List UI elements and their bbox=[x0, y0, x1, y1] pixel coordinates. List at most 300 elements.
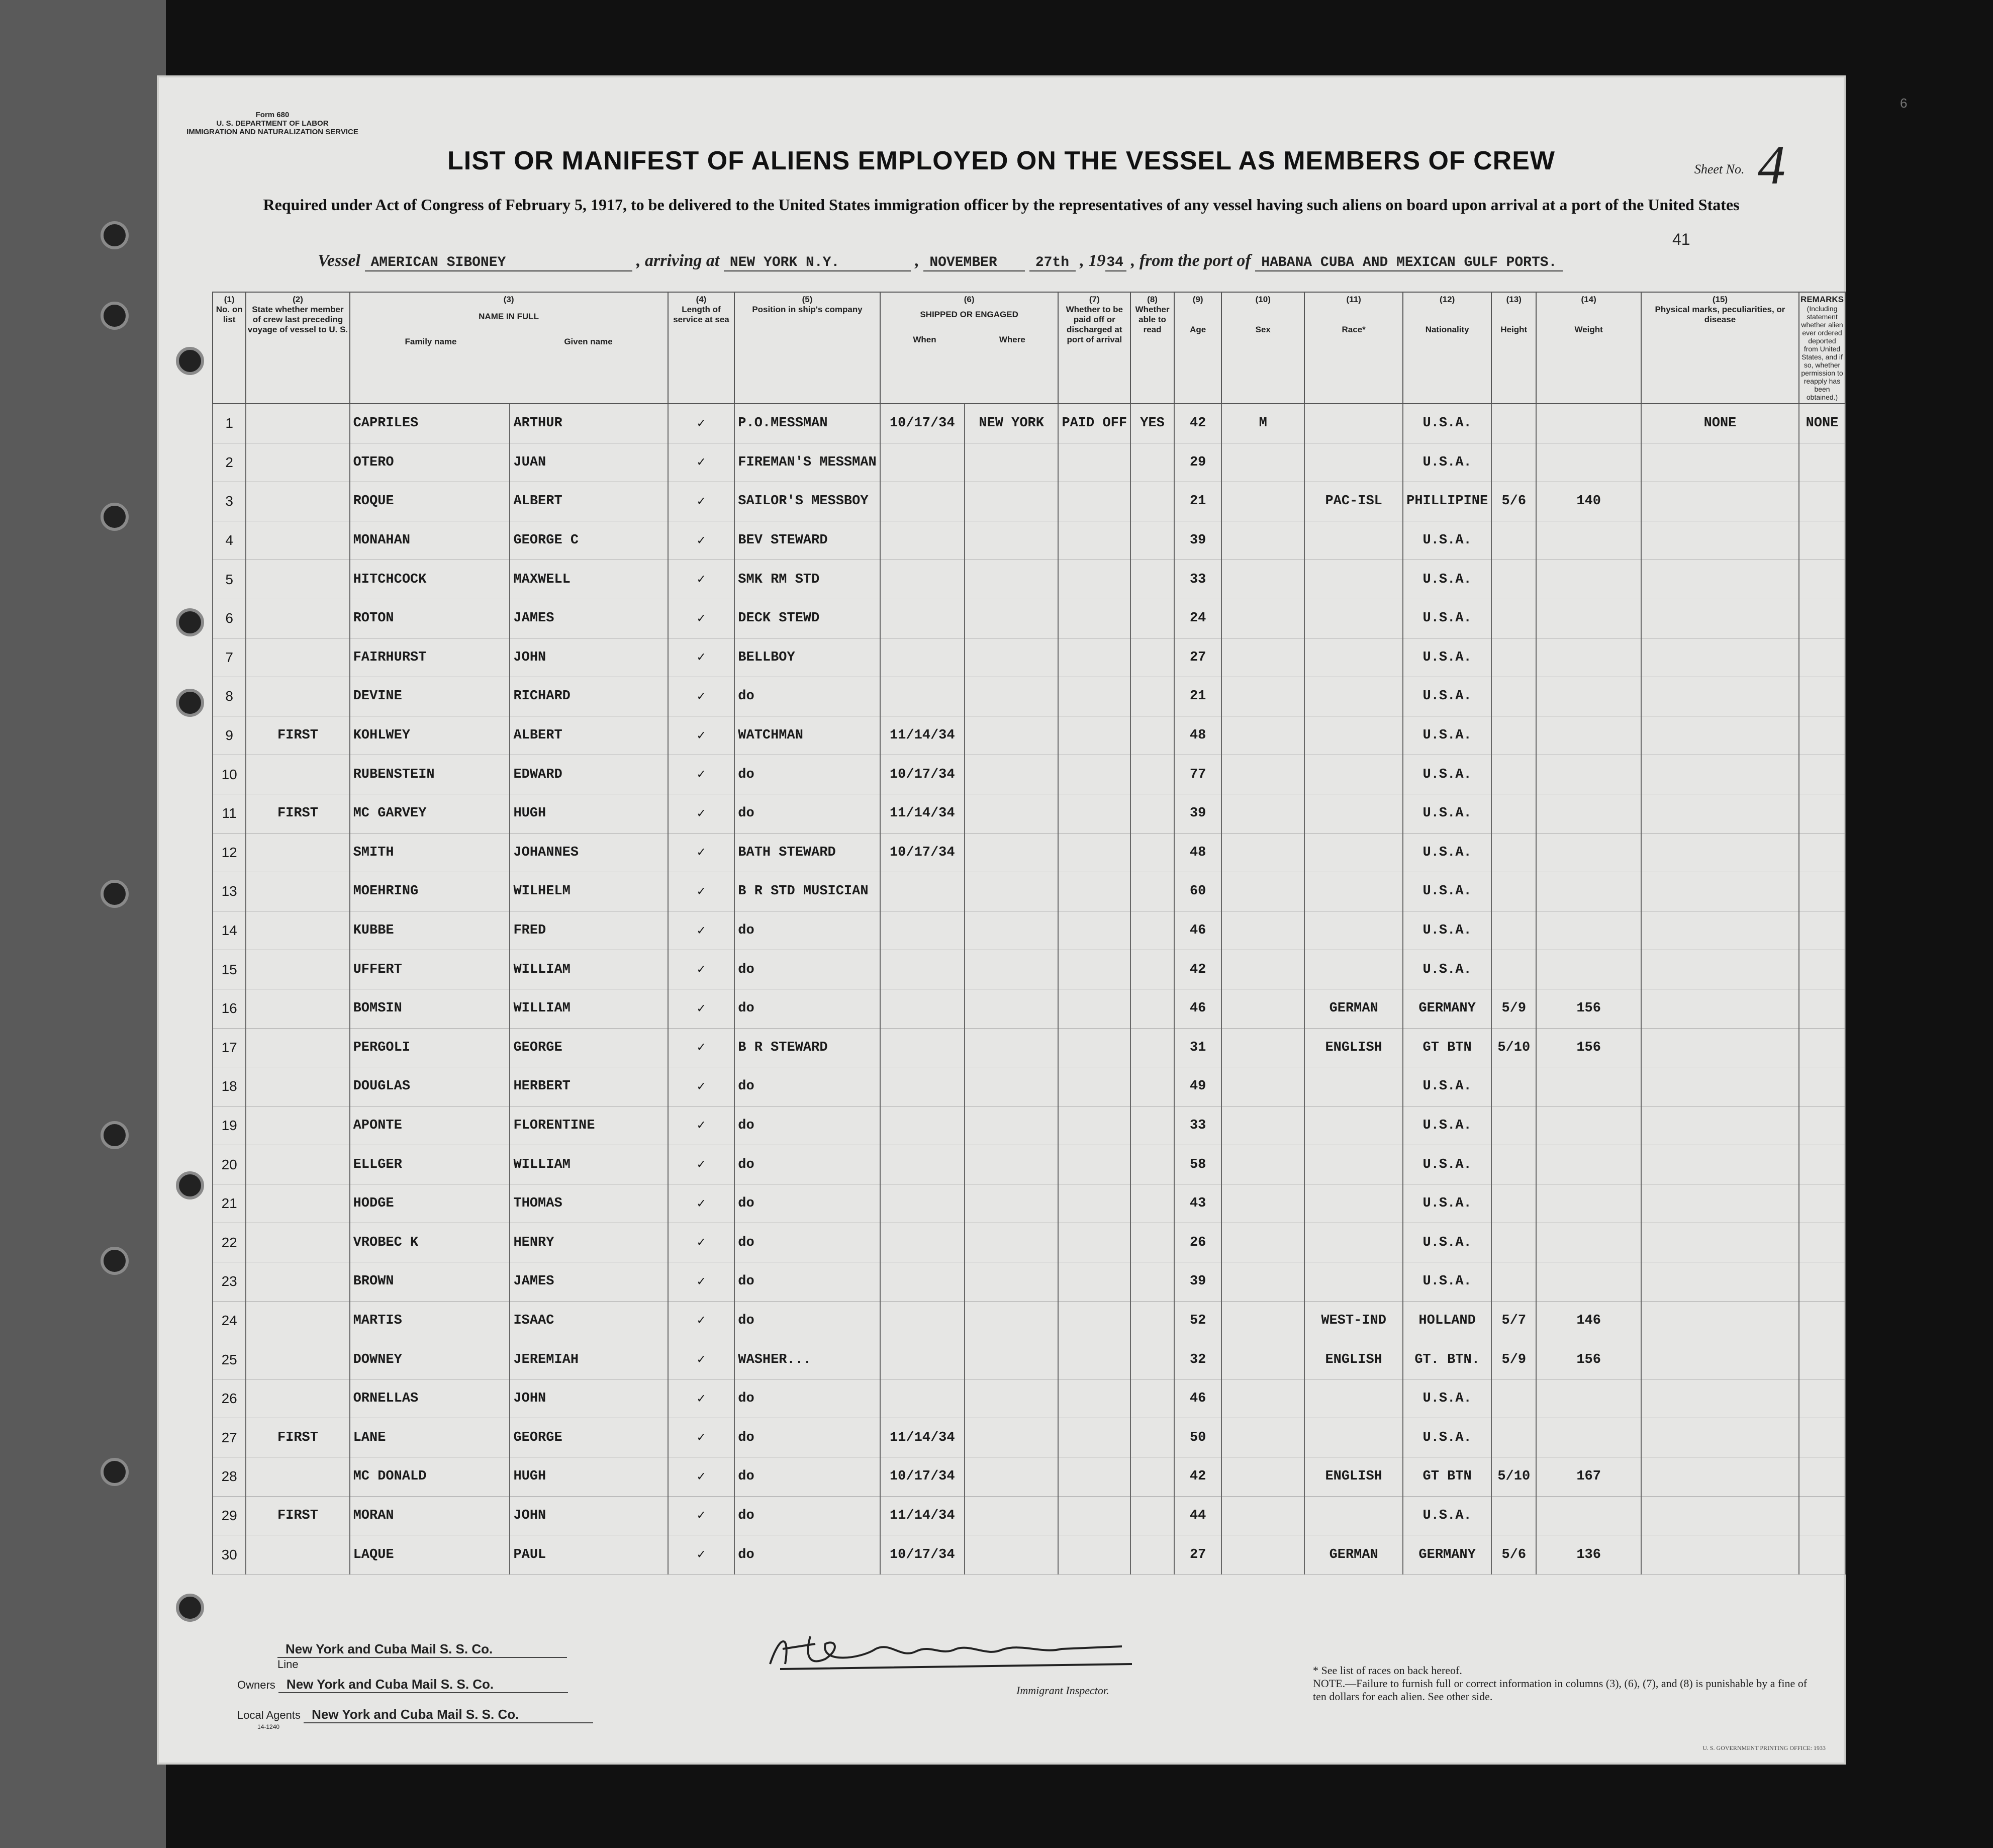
cell-able-to-read bbox=[1130, 872, 1174, 911]
table-row bbox=[213, 638, 1845, 677]
cell-nationality: U.S.A. bbox=[1403, 638, 1491, 677]
cell-height: 5/10 bbox=[1491, 1028, 1536, 1067]
cell-shipped-when bbox=[880, 989, 965, 1028]
cell-shipped-when bbox=[880, 1106, 965, 1145]
cell-sex bbox=[1221, 677, 1304, 716]
binder-hole bbox=[101, 880, 129, 908]
cell-remarks bbox=[1799, 1262, 1845, 1302]
cell-remarks bbox=[1799, 1301, 1845, 1340]
cell-row-number: 14 bbox=[213, 911, 246, 950]
table-row bbox=[213, 1028, 1845, 1067]
cell-shipped-where bbox=[965, 794, 1059, 833]
binder-hole bbox=[101, 221, 129, 249]
cell-service-mark: ✓ bbox=[668, 872, 735, 911]
cell-able-to-read bbox=[1130, 1106, 1174, 1145]
cell-given-name: JOHN bbox=[510, 638, 668, 677]
cell-last-voyage bbox=[246, 677, 349, 716]
cell-nationality: U.S.A. bbox=[1403, 443, 1491, 482]
cell-shipped-where bbox=[965, 1106, 1059, 1145]
cell-age: 33 bbox=[1174, 560, 1221, 599]
cell-family-name: DOUGLAS bbox=[350, 1067, 510, 1106]
cell-shipped-where bbox=[965, 443, 1059, 482]
cell-race bbox=[1304, 950, 1403, 989]
cell-sex bbox=[1221, 599, 1304, 638]
cell-sex bbox=[1221, 1262, 1304, 1302]
cell-nationality: GERMANY bbox=[1403, 989, 1491, 1028]
cell-position: do bbox=[734, 1379, 880, 1418]
form-identifier bbox=[177, 111, 368, 136]
cell-given-name: GEORGE bbox=[510, 1028, 668, 1067]
page-reference: 41 bbox=[1672, 230, 1690, 248]
cell-race bbox=[1304, 1262, 1403, 1302]
cell-physical-marks bbox=[1641, 482, 1799, 521]
cell-remarks bbox=[1799, 1340, 1845, 1379]
cell-given-name: JOHANNES bbox=[510, 833, 668, 872]
cell-service-mark: ✓ bbox=[668, 443, 735, 482]
cell-remarks bbox=[1799, 677, 1845, 716]
cell-remarks bbox=[1799, 1184, 1845, 1223]
cell-paid-off bbox=[1058, 1418, 1130, 1457]
cell-given-name: WILLIAM bbox=[510, 950, 668, 989]
binder-strip bbox=[0, 0, 166, 1848]
cell-shipped-where bbox=[965, 1496, 1059, 1535]
cell-given-name: HERBERT bbox=[510, 1067, 668, 1106]
cell-given-name: GEORGE bbox=[510, 1418, 668, 1457]
cell-shipped-where bbox=[965, 716, 1059, 755]
cell-age: 50 bbox=[1174, 1418, 1221, 1457]
cell-given-name: ISAAC bbox=[510, 1301, 668, 1340]
cell-physical-marks bbox=[1641, 677, 1799, 716]
cell-nationality: U.S.A. bbox=[1403, 1106, 1491, 1145]
cell-height: 5/6 bbox=[1491, 482, 1536, 521]
cell-given-name: JUAN bbox=[510, 443, 668, 482]
cell-service-mark: ✓ bbox=[668, 1418, 735, 1457]
cell-height bbox=[1491, 599, 1536, 638]
cell-family-name: HODGE bbox=[350, 1184, 510, 1223]
cell-shipped-when bbox=[880, 1340, 965, 1379]
cell-remarks bbox=[1799, 1067, 1845, 1106]
cell-shipped-where bbox=[965, 911, 1059, 950]
cell-remarks bbox=[1799, 950, 1845, 989]
cell-position: do bbox=[734, 950, 880, 989]
col-race-header: (11) Race* bbox=[1304, 292, 1403, 404]
cell-able-to-read bbox=[1130, 1301, 1174, 1340]
cell-nationality: GERMANY bbox=[1403, 1535, 1491, 1575]
cell-paid-off bbox=[1058, 1145, 1130, 1184]
cell-family-name: BROWN bbox=[350, 1262, 510, 1302]
cell-age: 46 bbox=[1174, 911, 1221, 950]
cell-able-to-read bbox=[1130, 1223, 1174, 1262]
col-name-header: (3) NAME IN FULL Family name Given name bbox=[350, 292, 668, 404]
table-row bbox=[213, 1106, 1845, 1145]
cell-shipped-where bbox=[965, 833, 1059, 872]
cell-nationality: U.S.A. bbox=[1403, 404, 1491, 443]
cell-weight bbox=[1536, 404, 1641, 443]
cell-family-name: SMITH bbox=[350, 833, 510, 872]
cell-height bbox=[1491, 1418, 1536, 1457]
cell-row-number: 12 bbox=[213, 833, 246, 872]
cell-height bbox=[1491, 716, 1536, 755]
cell-paid-off bbox=[1058, 989, 1130, 1028]
cell-age: 27 bbox=[1174, 638, 1221, 677]
cell-row-number: 23 bbox=[213, 1262, 246, 1302]
cell-physical-marks bbox=[1641, 1223, 1799, 1262]
cell-given-name: FRED bbox=[510, 911, 668, 950]
cell-age: 33 bbox=[1174, 1106, 1221, 1145]
cell-shipped-when: 11/14/34 bbox=[880, 794, 965, 833]
cell-age: 43 bbox=[1174, 1184, 1221, 1223]
cell-remarks bbox=[1799, 1535, 1845, 1575]
col-service-header: (4) Length of service at sea bbox=[668, 292, 735, 404]
cell-age: 44 bbox=[1174, 1496, 1221, 1535]
cell-last-voyage bbox=[246, 1379, 349, 1418]
line-value: New York and Cuba Mail S. S. Co. bbox=[277, 1641, 567, 1658]
cell-height: 5/9 bbox=[1491, 989, 1536, 1028]
col-position-header: (5) Position in ship's company bbox=[734, 292, 880, 404]
arrival-port: NEW YORK N.Y. bbox=[724, 255, 911, 271]
cell-last-voyage bbox=[246, 989, 349, 1028]
vessel-label: Vessel bbox=[318, 251, 360, 270]
cell-weight: 146 bbox=[1536, 1301, 1641, 1340]
cell-shipped-where bbox=[965, 1301, 1059, 1340]
cell-family-name: KOHLWEY bbox=[350, 716, 510, 755]
cell-able-to-read bbox=[1130, 521, 1174, 560]
footer-agents bbox=[237, 1707, 593, 1730]
table-row bbox=[213, 1418, 1845, 1457]
cell-remarks bbox=[1799, 638, 1845, 677]
cell-given-name: ARTHUR bbox=[510, 404, 668, 443]
cell-remarks bbox=[1799, 443, 1845, 482]
cell-shipped-when bbox=[880, 521, 965, 560]
table-row bbox=[213, 443, 1845, 482]
col-nationality-header: (12) Nationality bbox=[1403, 292, 1491, 404]
cell-physical-marks bbox=[1641, 1340, 1799, 1379]
binder-hole bbox=[101, 1121, 129, 1149]
cell-race bbox=[1304, 1496, 1403, 1535]
cell-paid-off bbox=[1058, 716, 1130, 755]
cell-last-voyage bbox=[246, 1457, 349, 1497]
cell-service-mark: ✓ bbox=[668, 716, 735, 755]
cell-race bbox=[1304, 1379, 1403, 1418]
col-shipped-header: (6) SHIPPED OR ENGAGED When Where bbox=[880, 292, 1059, 404]
binder-hole bbox=[101, 302, 129, 330]
cell-shipped-when bbox=[880, 638, 965, 677]
cell-sex bbox=[1221, 521, 1304, 560]
cell-service-mark: ✓ bbox=[668, 404, 735, 443]
cell-row-number: 3 bbox=[213, 482, 246, 521]
arrival-year: 34 bbox=[1105, 255, 1126, 271]
cell-paid-off bbox=[1058, 1340, 1130, 1379]
cell-physical-marks bbox=[1641, 1496, 1799, 1535]
cell-sex bbox=[1221, 560, 1304, 599]
cell-family-name: APONTE bbox=[350, 1106, 510, 1145]
crew-table bbox=[212, 292, 1846, 1575]
cell-height bbox=[1491, 521, 1536, 560]
cell-weight bbox=[1536, 599, 1641, 638]
cell-shipped-when bbox=[880, 1223, 965, 1262]
cell-service-mark: ✓ bbox=[668, 521, 735, 560]
cell-last-voyage: FIRST bbox=[246, 1496, 349, 1535]
cell-sex bbox=[1221, 794, 1304, 833]
table-row bbox=[213, 404, 1845, 443]
col-no-header: (1) No. on list bbox=[213, 292, 246, 404]
cell-position: do bbox=[734, 911, 880, 950]
cell-row-number: 25 bbox=[213, 1340, 246, 1379]
cell-weight bbox=[1536, 1184, 1641, 1223]
table-row bbox=[213, 950, 1845, 989]
cell-remarks bbox=[1799, 1457, 1845, 1497]
table-row bbox=[213, 989, 1845, 1028]
cell-physical-marks bbox=[1641, 716, 1799, 755]
cell-row-number: 24 bbox=[213, 1301, 246, 1340]
cell-service-mark: ✓ bbox=[668, 482, 735, 521]
table-row bbox=[213, 1340, 1845, 1379]
cell-last-voyage: FIRST bbox=[246, 794, 349, 833]
cell-service-mark: ✓ bbox=[668, 794, 735, 833]
cell-shipped-when bbox=[880, 1067, 965, 1106]
cell-shipped-where bbox=[965, 872, 1059, 911]
cell-family-name: UFFERT bbox=[350, 950, 510, 989]
cell-shipped-when bbox=[880, 1184, 965, 1223]
cell-position: FIREMAN'S MESSMAN bbox=[734, 443, 880, 482]
cell-physical-marks: NONE bbox=[1641, 404, 1799, 443]
cell-nationality: U.S.A. bbox=[1403, 794, 1491, 833]
cell-sex bbox=[1221, 1184, 1304, 1223]
table-row bbox=[213, 1301, 1845, 1340]
cell-sex bbox=[1221, 1067, 1304, 1106]
cell-weight: 140 bbox=[1536, 482, 1641, 521]
cell-remarks bbox=[1799, 794, 1845, 833]
cell-last-voyage bbox=[246, 755, 349, 794]
table-row bbox=[213, 872, 1845, 911]
cell-last-voyage bbox=[246, 404, 349, 443]
cell-remarks bbox=[1799, 1379, 1845, 1418]
year-prefix: , 19 bbox=[1080, 251, 1106, 270]
cell-family-name: RUBENSTEIN bbox=[350, 755, 510, 794]
cell-shipped-when: 10/17/34 bbox=[880, 1535, 965, 1575]
cell-weight bbox=[1536, 1106, 1641, 1145]
cell-sex bbox=[1221, 1223, 1304, 1262]
cell-paid-off bbox=[1058, 1262, 1130, 1302]
cell-weight: 156 bbox=[1536, 989, 1641, 1028]
footer-code: 14-1240 bbox=[257, 1723, 280, 1730]
cell-sex bbox=[1221, 1496, 1304, 1535]
printer-imprint: U. S. GOVERNMENT PRINTING OFFICE: 1933 bbox=[1702, 1744, 1826, 1751]
cell-shipped-where bbox=[965, 482, 1059, 521]
cell-family-name: KUBBE bbox=[350, 911, 510, 950]
cell-nationality: U.S.A. bbox=[1403, 1262, 1491, 1302]
cell-family-name: MONAHAN bbox=[350, 521, 510, 560]
cell-remarks bbox=[1799, 755, 1845, 794]
cell-nationality: U.S.A. bbox=[1403, 716, 1491, 755]
cell-physical-marks bbox=[1641, 1379, 1799, 1418]
cell-service-mark: ✓ bbox=[668, 950, 735, 989]
cell-family-name: MOEHRING bbox=[350, 872, 510, 911]
cell-service-mark: ✓ bbox=[668, 1028, 735, 1067]
arrival-month: NOVEMBER bbox=[923, 255, 1025, 271]
cell-able-to-read bbox=[1130, 1340, 1174, 1379]
cell-sex bbox=[1221, 911, 1304, 950]
cell-race: GERMAN bbox=[1304, 989, 1403, 1028]
cell-physical-marks bbox=[1641, 521, 1799, 560]
arriving-label: , arriving at bbox=[636, 251, 720, 270]
cell-shipped-where bbox=[965, 521, 1059, 560]
cell-weight bbox=[1536, 794, 1641, 833]
cell-race bbox=[1304, 833, 1403, 872]
cell-age: 77 bbox=[1174, 755, 1221, 794]
cell-race bbox=[1304, 716, 1403, 755]
cell-family-name: ORNELLAS bbox=[350, 1379, 510, 1418]
table-row bbox=[213, 1145, 1845, 1184]
cell-physical-marks bbox=[1641, 599, 1799, 638]
cell-service-mark: ✓ bbox=[668, 1145, 735, 1184]
races-note: * See list of races on back hereof. bbox=[1313, 1664, 1462, 1677]
cell-position: do bbox=[734, 755, 880, 794]
cell-service-mark: ✓ bbox=[668, 1379, 735, 1418]
cell-physical-marks bbox=[1641, 755, 1799, 794]
cell-age: 39 bbox=[1174, 1262, 1221, 1302]
cell-family-name: MARTIS bbox=[350, 1301, 510, 1340]
table-row bbox=[213, 482, 1845, 521]
cell-sex bbox=[1221, 872, 1304, 911]
cell-weight bbox=[1536, 1418, 1641, 1457]
cell-position: BEV STEWARD bbox=[734, 521, 880, 560]
cell-able-to-read bbox=[1130, 1145, 1174, 1184]
cell-service-mark: ✓ bbox=[668, 560, 735, 599]
table-row bbox=[213, 1457, 1845, 1497]
cell-race bbox=[1304, 911, 1403, 950]
cell-race bbox=[1304, 872, 1403, 911]
cell-paid-off bbox=[1058, 521, 1130, 560]
manifest-sheet bbox=[157, 75, 1846, 1765]
cell-given-name: JOHN bbox=[510, 1379, 668, 1418]
cell-physical-marks bbox=[1641, 1418, 1799, 1457]
cell-height bbox=[1491, 1184, 1536, 1223]
footer-line bbox=[277, 1641, 567, 1671]
cell-physical-marks bbox=[1641, 638, 1799, 677]
cell-weight: 156 bbox=[1536, 1028, 1641, 1067]
cell-shipped-where bbox=[965, 755, 1059, 794]
cell-position: B R STD MUSICIAN bbox=[734, 872, 880, 911]
cell-given-name: THOMAS bbox=[510, 1184, 668, 1223]
cell-height bbox=[1491, 404, 1536, 443]
cell-given-name: FLORENTINE bbox=[510, 1106, 668, 1145]
cell-given-name: HUGH bbox=[510, 1457, 668, 1497]
cell-age: 46 bbox=[1174, 1379, 1221, 1418]
cell-row-number: 21 bbox=[213, 1184, 246, 1223]
cell-row-number: 15 bbox=[213, 950, 246, 989]
cell-service-mark: ✓ bbox=[668, 1184, 735, 1223]
cell-family-name: ELLGER bbox=[350, 1145, 510, 1184]
cell-remarks bbox=[1799, 1496, 1845, 1535]
cell-family-name: LAQUE bbox=[350, 1535, 510, 1575]
cell-family-name: PERGOLI bbox=[350, 1028, 510, 1067]
cell-able-to-read bbox=[1130, 1184, 1174, 1223]
crew-rows bbox=[213, 404, 1845, 1574]
cell-weight: 156 bbox=[1536, 1340, 1641, 1379]
table-row bbox=[213, 794, 1845, 833]
cell-paid-off bbox=[1058, 950, 1130, 989]
cell-weight: 167 bbox=[1536, 1457, 1641, 1497]
cell-row-number: 30 bbox=[213, 1535, 246, 1575]
cell-race: ENGLISH bbox=[1304, 1340, 1403, 1379]
cell-shipped-when bbox=[880, 1262, 965, 1302]
cell-sex bbox=[1221, 1028, 1304, 1067]
cell-position: do bbox=[734, 1262, 880, 1302]
cell-row-number: 26 bbox=[213, 1379, 246, 1418]
footer-owners bbox=[237, 1677, 568, 1693]
cell-row-number: 19 bbox=[213, 1106, 246, 1145]
cell-shipped-when: 11/14/34 bbox=[880, 1496, 965, 1535]
cell-remarks bbox=[1799, 989, 1845, 1028]
cell-able-to-read bbox=[1130, 989, 1174, 1028]
cell-sex bbox=[1221, 1106, 1304, 1145]
cell-row-number: 7 bbox=[213, 638, 246, 677]
cell-sex bbox=[1221, 638, 1304, 677]
cell-family-name: MORAN bbox=[350, 1496, 510, 1535]
service-name: IMMIGRATION AND NATURALIZATION SERVICE bbox=[186, 128, 358, 136]
cell-nationality: U.S.A. bbox=[1403, 872, 1491, 911]
cell-family-name: DEVINE bbox=[350, 677, 510, 716]
cell-row-number: 2 bbox=[213, 443, 246, 482]
cell-last-voyage bbox=[246, 1145, 349, 1184]
table-row bbox=[213, 1223, 1845, 1262]
cell-remarks bbox=[1799, 1106, 1845, 1145]
cell-age: 32 bbox=[1174, 1340, 1221, 1379]
cell-given-name: ALBERT bbox=[510, 482, 668, 521]
cell-shipped-where bbox=[965, 1067, 1059, 1106]
cell-given-name: HUGH bbox=[510, 794, 668, 833]
col-weight-header: (14) Weight bbox=[1536, 292, 1641, 404]
cell-shipped-where bbox=[965, 1379, 1059, 1418]
form-number: Form 680 bbox=[255, 111, 290, 119]
cell-service-mark: ✓ bbox=[668, 1496, 735, 1535]
cell-paid-off bbox=[1058, 872, 1130, 911]
cell-shipped-where bbox=[965, 989, 1059, 1028]
cell-service-mark: ✓ bbox=[668, 1223, 735, 1262]
cell-nationality: GT BTN bbox=[1403, 1457, 1491, 1497]
cell-nationality: U.S.A. bbox=[1403, 755, 1491, 794]
cell-weight bbox=[1536, 560, 1641, 599]
cell-shipped-where bbox=[965, 638, 1059, 677]
cell-position: DECK STEWD bbox=[734, 599, 880, 638]
vessel-name: AMERICAN SIBONEY bbox=[365, 255, 632, 271]
cell-service-mark: ✓ bbox=[668, 755, 735, 794]
cell-age: 29 bbox=[1174, 443, 1221, 482]
cell-age: 42 bbox=[1174, 950, 1221, 989]
cell-nationality: U.S.A. bbox=[1403, 1418, 1491, 1457]
cell-given-name: JAMES bbox=[510, 599, 668, 638]
cell-shipped-where bbox=[965, 1340, 1059, 1379]
cell-given-name: JEREMIAH bbox=[510, 1340, 668, 1379]
col-paid-off-header: (7) Whether to be paid off or discharged at port of arrival bbox=[1058, 292, 1130, 404]
cell-race bbox=[1304, 599, 1403, 638]
cell-physical-marks bbox=[1641, 560, 1799, 599]
cell-race: ENGLISH bbox=[1304, 1457, 1403, 1497]
cell-remarks bbox=[1799, 1145, 1845, 1184]
table-row bbox=[213, 1184, 1845, 1223]
cell-race bbox=[1304, 677, 1403, 716]
cell-height: 5/6 bbox=[1491, 1535, 1536, 1575]
cell-able-to-read bbox=[1130, 755, 1174, 794]
penalty-note: NOTE.—Failure to furnish full or correct information in columns (3), (6), (7), and (8) is punishable by a fine of ten dollars for each alien. See other side. bbox=[1313, 1677, 1808, 1703]
cell-sex bbox=[1221, 755, 1304, 794]
cell-service-mark: ✓ bbox=[668, 1457, 735, 1497]
cell-nationality: U.S.A. bbox=[1403, 1067, 1491, 1106]
cell-position: do bbox=[734, 1223, 880, 1262]
cell-last-voyage bbox=[246, 1340, 349, 1379]
cell-paid-off bbox=[1058, 677, 1130, 716]
